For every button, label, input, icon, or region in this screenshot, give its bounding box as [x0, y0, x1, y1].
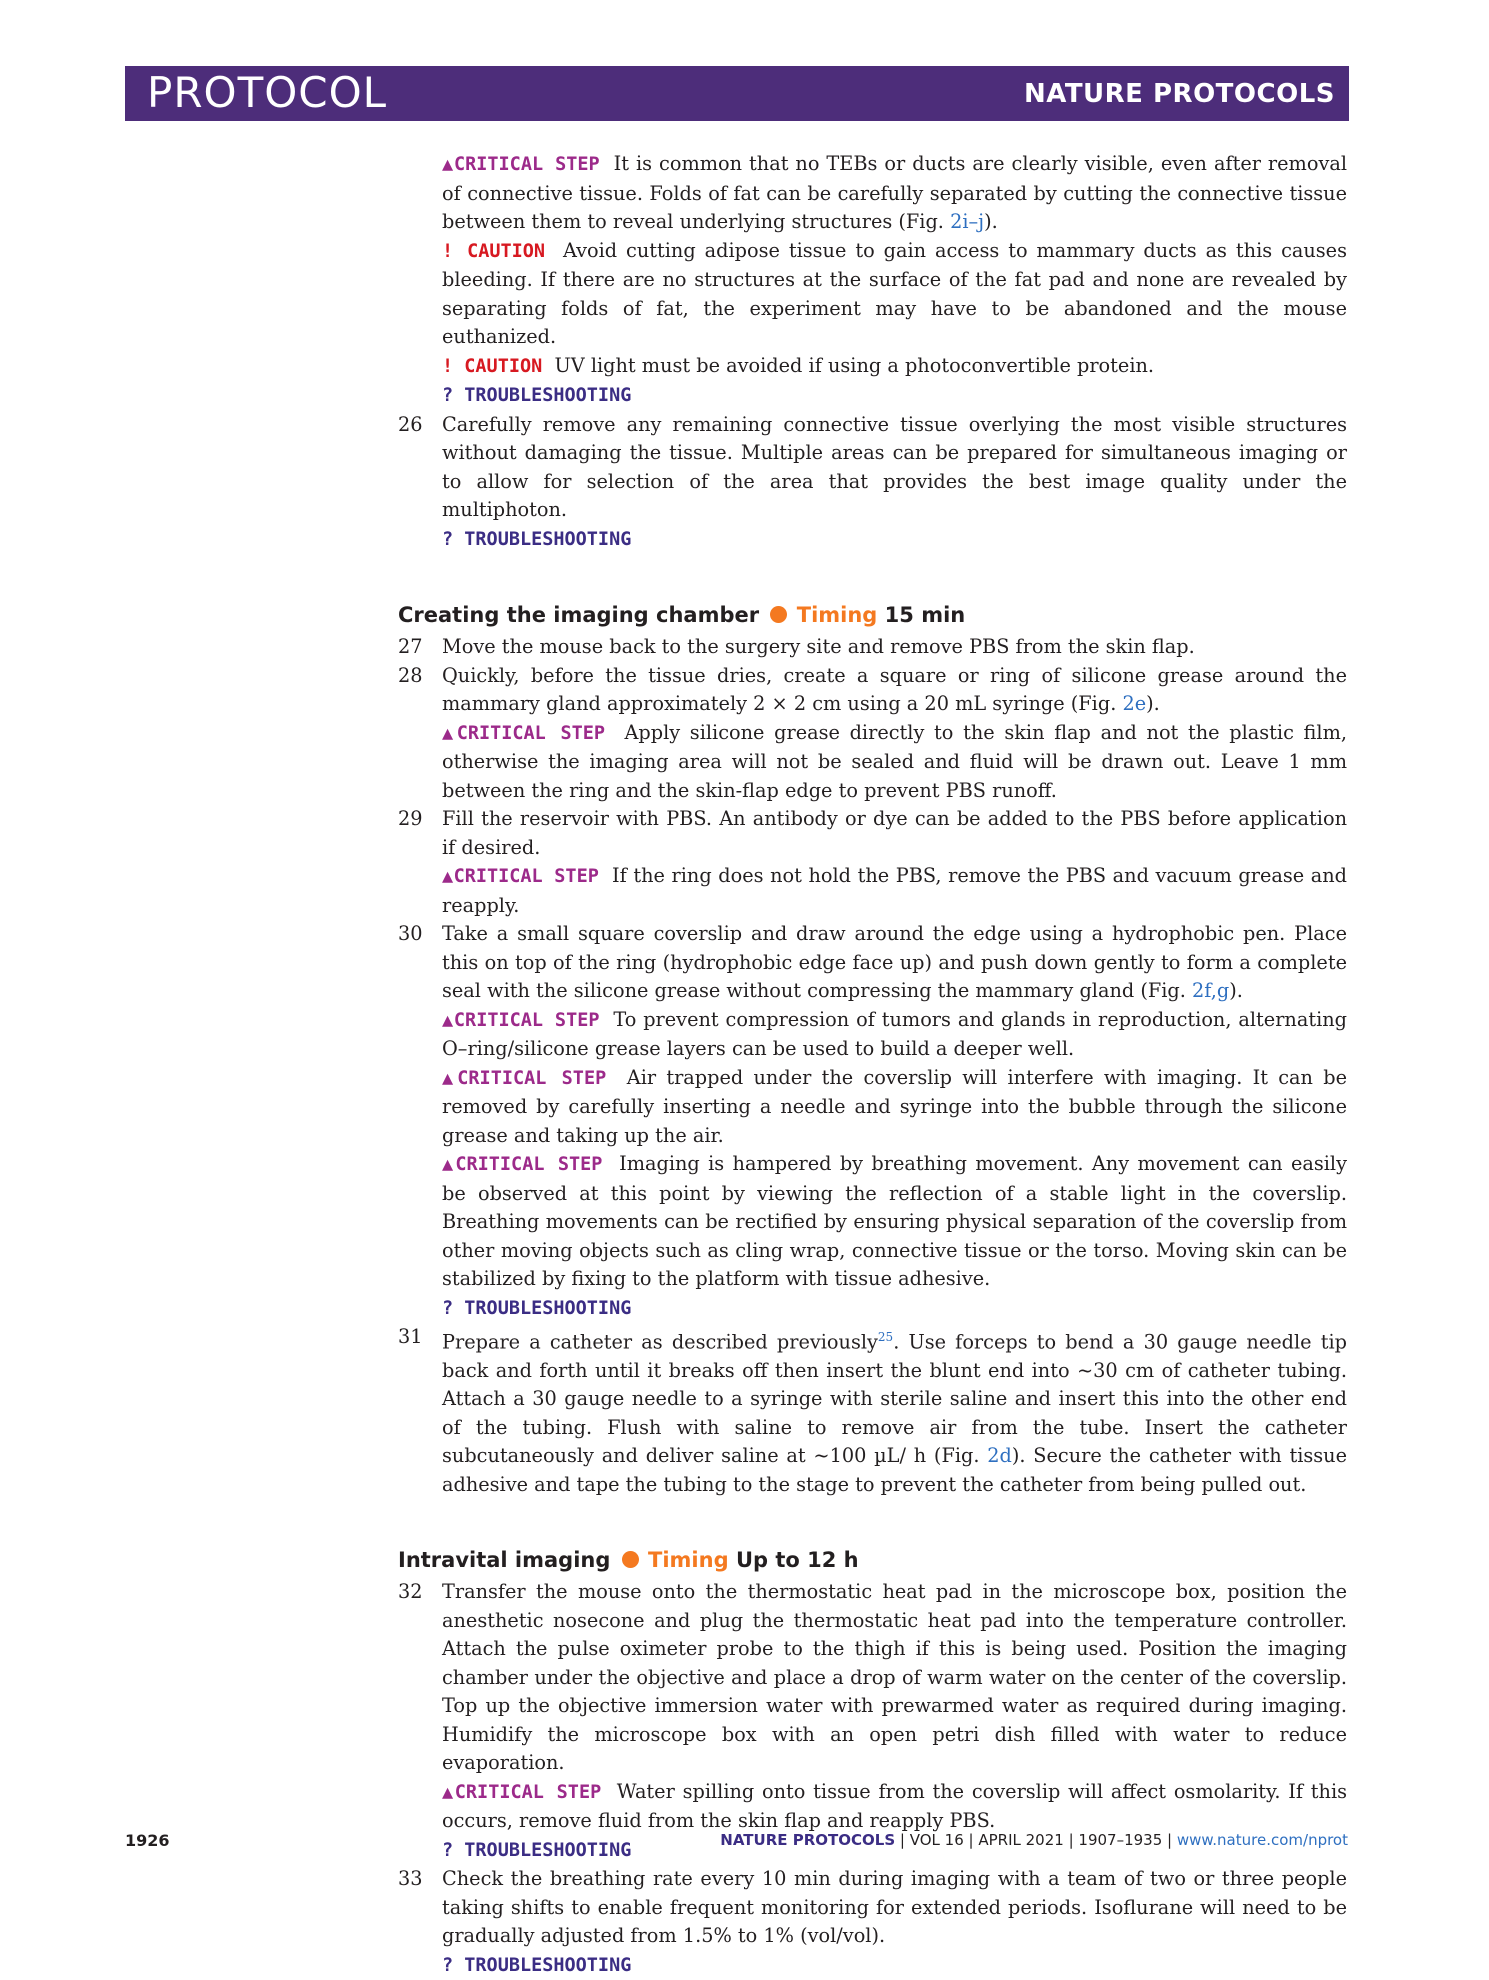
step-29: 29 Fill the reservoir with PBS. An antibody or dye can be added to the PBS before application if desired. [398, 807, 1347, 859]
troubleshooting-link[interactable]: ? TROUBLESHOOTING [442, 1954, 632, 1976]
critical-step-note: ▲CRITICAL STEP Imaging is hampered by breathing movement. Any movement can easily be observed at this point by viewing the reflection of a stable light in the coverslip. Breathing movements can be rectified by ensuring physical separation of the coverslip from other moving objects such as cling wrap, connective tissue or the torso. Moving skin can be stabilized by fixing to the platform with tissue adhesive. [442, 1152, 1347, 1290]
article-body [398, 150, 1347, 1980]
footer-citation: NATURE PROTOCOLS | VOL 16 | APRIL 2021 | 1907–1935 | www.nature.com/nprot [720, 1831, 1348, 1849]
troubleshooting-link[interactable]: ? TROUBLESHOOTING [442, 385, 632, 406]
figure-link[interactable]: 2f,g [1192, 979, 1230, 1002]
critical-step-note: ▲CRITICAL STEP Apply silicone grease directly to the skin flap and not the plastic film, otherwise the imaging area will not be sealed and fluid will be drawn out. Leave 1 mm between the ring and the skin-flap edge to prevent PBS runoff. [442, 720, 1347, 802]
journal-name: NATURE PROTOCOLS [1023, 79, 1335, 109]
caution-note: ! CAUTION UV light must be avoided if using a photoconvertible protein. [442, 353, 1155, 377]
figure-link[interactable]: 2d [987, 1444, 1012, 1468]
reference-link[interactable]: 25 [877, 1330, 894, 1344]
caution-note: ! CAUTION Avoid cutting adipose tissue to gain access to mammary ducts as this causes bleeding. If there are no structures at the surface of the fat pad and none are revealed by separating folds of fat, the experiment may have to be abandoned and the mouse euthanized. [442, 238, 1347, 348]
header-banner [125, 66, 1349, 121]
step-27: 27 Move the mouse back to the surgery site and remove PBS from the skin flap. [398, 635, 1195, 658]
journal-url-link[interactable]: www.nature.com/nprot [1176, 1831, 1348, 1849]
critical-step-note: ▲CRITICAL STEP If the ring does not hold the PBS, remove the PBS and vacuum grease and reapply. [442, 864, 1348, 917]
step-33: 33 Check the breathing rate every 10 min during imaging with a team of two or three people taking shifts to enable frequent monitoring for extended periods. Isoflurane will need to be gradually adjusted from 1.5% to 1% (vol/vol). [398, 1867, 1347, 1948]
figure-link[interactable]: 2e [1122, 692, 1147, 715]
timing-dot-icon [770, 606, 787, 623]
figure-link[interactable]: 2i–j [950, 210, 985, 233]
step-30: 30 Take a small square coverslip and draw around the edge using a hydrophobic pen. Place this on top of the ring (hydrophobic edge face up) and push down gently to form a complete seal with the silicone grease without compressing the mammary gland (Fig. 2f,g). [398, 922, 1347, 1002]
timing-dot-icon [622, 1551, 639, 1568]
critical-step-note: ▲CRITICAL STEP Air trapped under the coverslip will interfere with imaging. It can be removed by carefully inserting a needle and syringe into the bubble through the silicone grease and taking up the air. [442, 1065, 1347, 1147]
critical-step-note: ▲CRITICAL STEP It is common that no TEBs or ducts are clearly visible, even after removal of connective tissue. Folds of fat can be carefully separated by cutting the connective tissue between them to reveal underlying structures (Fig. 2i–j). [442, 152, 1348, 233]
step-31: 31 Prepare a catheter as described previously$^{25}$. Use forceps to bend a 30 gauge needle tip back and forth until it breaks off then insert the blunt end into ~30 cm of catheter tubing. Attach a 30 gauge needle to a syringe with sterile saline and insert this into the other end of the tubing. Flush with saline to remove air from the tube. Insert the catheter subcutaneously and deliver saline at ~100 µL/ h (Fig. 2d). Secure the catheter with tissue adhesive and tape the tubing to the stage to prevent the catheter from being pulled out. [398, 1325, 1347, 1496]
section-label: PROTOCOL [147, 68, 388, 117]
section-heading-imaging-chamber: Creating the imaging chamber Timing 15 min [398, 603, 966, 627]
critical-step-note: ▲CRITICAL STEP To prevent compression of tumors and glands in reproduction, alternating O–ring/silicone grease layers can be used to build a deeper well. [442, 1007, 1348, 1060]
page-number: 1926 [125, 1831, 170, 1850]
troubleshooting-link[interactable]: ? TROUBLESHOOTING [442, 528, 632, 550]
troubleshooting-link[interactable]: ? TROUBLESHOOTING [442, 1297, 632, 1319]
section-heading-intravital-imaging: Intravital imaging Timing Up to 12 h [398, 1548, 859, 1573]
critical-step-note: ▲CRITICAL STEP Water spilling onto tissue from the coverslip will affect osmolarity. If this occurs, remove fluid from the skin flap and reapply PBS. [442, 1779, 1348, 1833]
step-28: 28 Quickly, before the tissue dries, create a square or ring of silicone grease around the mammary gland approximately 2 × 2 cm using a 20 mL syringe (Fig. 2e). [398, 663, 1347, 715]
step-32: 32 Transfer the mouse onto the thermostatic heat pad in the microscope box, position the anesthetic nosecone and plug the thermostatic heat pad into the temperature controller. Attach the pulse oximeter probe to the thigh if this is being used. Position the imaging chamber under the objective and place a drop of warm water on the center of the coverslip. Top up the objective immersion water with prewarmed water as required during imaging. Humidify the microscope box with an open petri dish filled with water to reduce evaporation. [398, 1580, 1347, 1775]
step-26: 26 Carefully remove any remaining connective tissue overlying the most visible structures without damaging the tissue. Multiple areas can be prepared for simultaneous imaging or to allow for selection of the area that provides the best image quality under the multiphoton. [398, 412, 1347, 521]
troubleshooting-link[interactable]: ? TROUBLESHOOTING [442, 1839, 632, 1861]
